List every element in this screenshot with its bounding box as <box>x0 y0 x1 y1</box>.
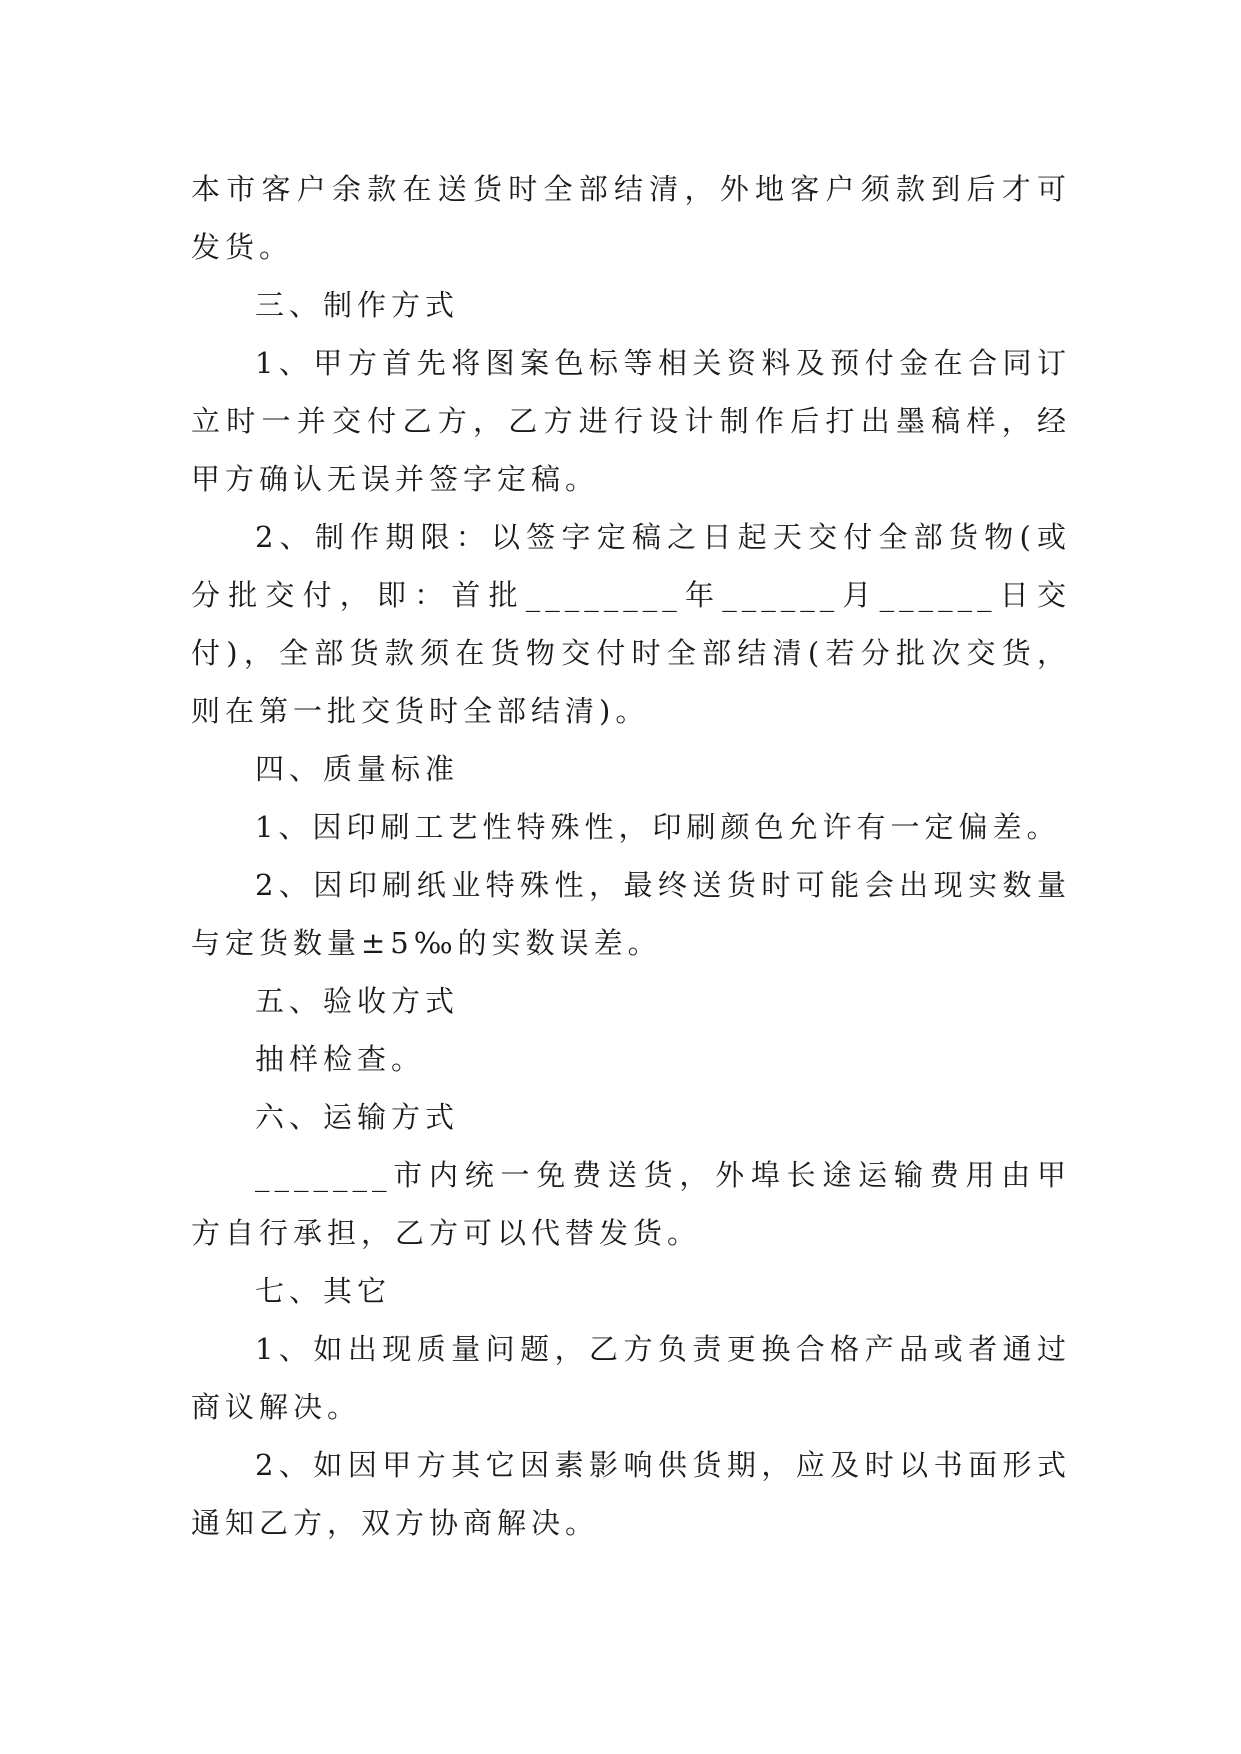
paragraph-other-1: 1、如出现质量问题，乙方负责更换合格产品或者通过商议解决。 <box>191 1332 1071 1424</box>
paragraph-production-2: 2、制作期限：以签字定稿之日起天交付全部货物(或分批交付，即：首批________年______月______日交付)，全部货款须在货物交付时全部结清(若分批次交货，则在第一批交货时全部结清)。 <box>191 520 1071 728</box>
section-heading-production-method: 三、制作方式 <box>255 288 460 322</box>
paragraph-other-2: 2、如因甲方其它因素影响供货期，应及时以书面形式通知乙方，双方协商解决。 <box>191 1448 1071 1540</box>
paragraph-production-1: 1、甲方首先将图案色标等相关资料及预付金在合同订立时一并交付乙方，乙方进行设计制作后打出墨稿样，经甲方确认无误并签字定稿。 <box>191 346 1071 496</box>
document-body <box>191 160 1071 1552</box>
paragraph-acceptance: 抽样检查。 <box>255 1042 426 1076</box>
section-heading-transport-method: 六、运输方式 <box>255 1100 460 1134</box>
paragraph-quality-2: 2、因印刷纸业特殊性，最终送货时可能会出现实数量与定货数量±5‰的实数误差。 <box>191 868 1071 960</box>
paragraph-payment-settlement: 本市客户余款在送货时全部结清，外地客户须款到后才可发货。 <box>191 172 1071 264</box>
section-heading-other: 七、其它 <box>255 1274 392 1308</box>
paragraph-quality-1: 1、因印刷工艺性特殊性，印刷颜色允许有一定偏差。 <box>255 810 1061 844</box>
section-heading-acceptance-method: 五、验收方式 <box>255 984 460 1018</box>
paragraph-transport: _______市内统一免费送货，外埠长途运输费用由甲方自行承担，乙方可以代替发货。 <box>191 1158 1071 1250</box>
section-heading-quality-standard: 四、质量标准 <box>255 752 460 786</box>
